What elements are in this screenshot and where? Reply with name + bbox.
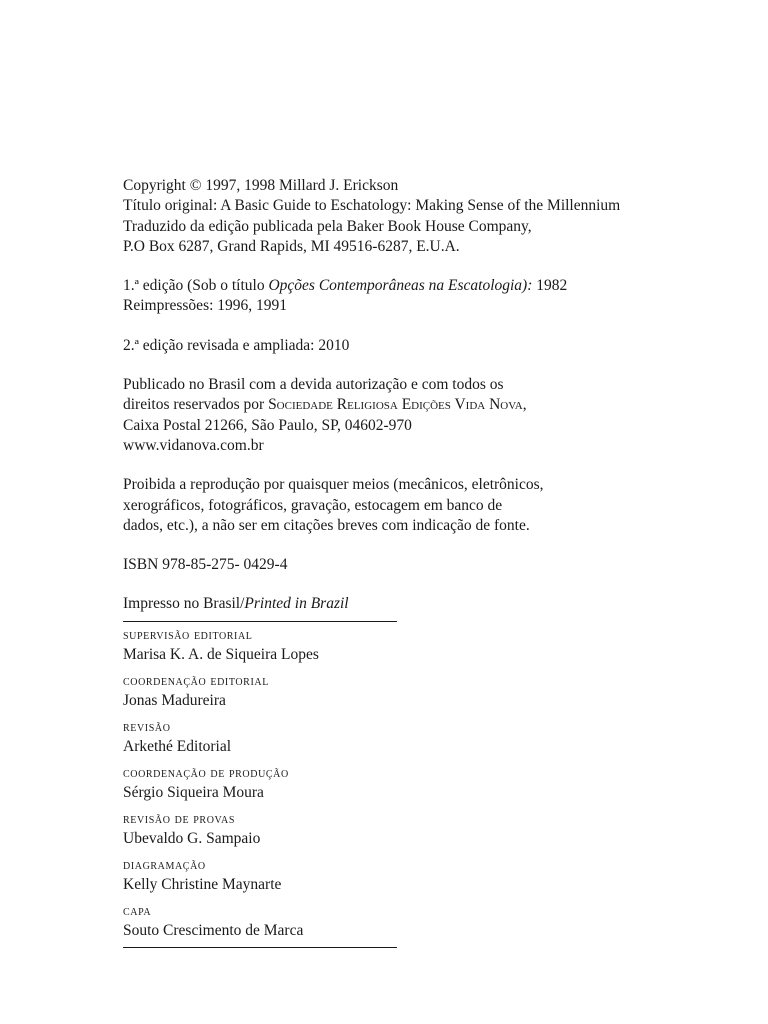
credit-item	[123, 719, 643, 757]
original-title-line: Título original: A Basic Guide to Eschatology: Making Sense of the Millennium	[123, 197, 621, 215]
credit-label: supervisão editorial	[123, 627, 253, 643]
credit-item	[123, 903, 643, 941]
publisher-line-2	[123, 395, 643, 415]
copyright-page	[123, 176, 643, 948]
publisher-website: www.vidanova.com.br	[123, 436, 264, 454]
credit-name: Arkethé Editorial	[123, 737, 232, 755]
first-edition-line	[123, 276, 643, 296]
credit-label: coordenação editorial	[123, 673, 269, 689]
printed-pt: Impresso no Brasil/	[123, 595, 245, 613]
credit-item	[123, 765, 643, 803]
publisher-address-line: P.O Box 6287, Grand Rapids, MI 49516-6287, E.U.A.	[123, 237, 460, 255]
first-edition-title: Opções Contemporâneas na Escatologia):	[268, 277, 533, 295]
first-edition-block	[123, 276, 643, 317]
reprints-line: Reimpressões: 1996, 1991	[123, 297, 288, 315]
credit-label: capa	[123, 903, 152, 919]
credit-item	[123, 627, 643, 665]
credits-top-rule	[123, 621, 397, 622]
printed-line	[123, 594, 643, 614]
credit-item	[123, 673, 643, 711]
publisher-po-box: Caixa Postal 21266, São Paulo, SP, 04602-970	[123, 416, 412, 434]
first-edition-year: 1982	[532, 277, 568, 295]
credit-name: Marisa K. A. de Siqueira Lopes	[123, 645, 319, 663]
credit-name: Sérgio Siqueira Moura	[123, 783, 264, 801]
translation-source-line: Traduzido da edição publicada pela Baker Book House Company,	[123, 217, 532, 235]
credits-bottom-rule	[123, 947, 397, 948]
rights-line-1: Proibida a reprodução por quaisquer meios (mecânicos, eletrônicos,	[123, 476, 544, 494]
credit-name: Jonas Madureira	[123, 691, 226, 709]
publisher-name: Sociedade Religiosa Edições Vida Nova,	[268, 396, 527, 414]
copyright-line: Copyright © 1997, 1998 Millard J. Erickson	[123, 177, 399, 194]
second-edition-line: 2.ª edição revisada e ampliada: 2010	[123, 336, 350, 354]
publisher-rights-prefix: direitos reservados por	[123, 396, 269, 414]
rights-block	[123, 475, 643, 536]
isbn-line: ISBN 978-85-275- 0429-4	[123, 556, 288, 574]
second-edition-block	[123, 336, 643, 356]
rights-line-2: xerográficos, fotográficos, gravação, estocagem em banco de	[123, 496, 503, 514]
credits-list	[123, 627, 643, 941]
printed-block	[123, 594, 643, 614]
publisher-block	[123, 375, 643, 456]
credit-label: revisão de provas	[123, 811, 236, 827]
credit-item	[123, 857, 643, 895]
credit-label: diagramação	[123, 857, 206, 873]
credit-name: Ubevaldo G. Sampaio	[123, 829, 261, 847]
credit-item	[123, 811, 643, 849]
credit-label: revisão	[123, 719, 171, 735]
printed-en: Printed in Brazil	[244, 595, 349, 613]
isbn-block	[123, 555, 643, 575]
credit-name: Kelly Christine Maynarte	[123, 875, 282, 893]
credit-name: Souto Crescimento de Marca	[123, 921, 304, 939]
publisher-line-1: Publicado no Brasil com a devida autorização e com todos os	[123, 376, 504, 394]
rights-line-3: dados, etc.), a não ser em citações breves com indicação de fonte.	[123, 516, 530, 534]
credit-label: coordenação de produção	[123, 765, 289, 781]
first-edition-prefix: 1.ª edição (Sob o título	[123, 277, 269, 295]
copyright-block	[123, 176, 643, 257]
